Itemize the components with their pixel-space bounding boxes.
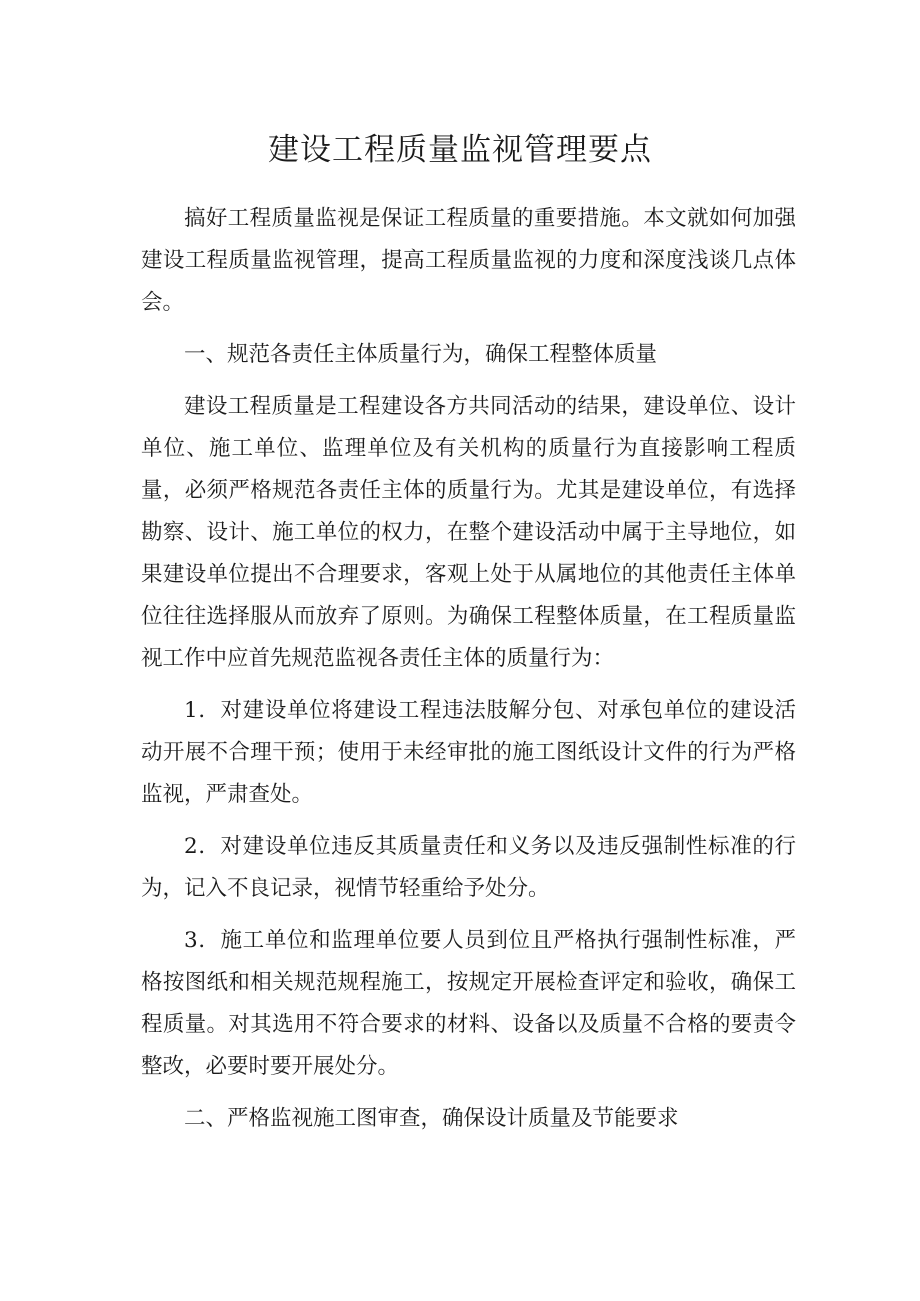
document-title: 建设工程质量监视管理要点 <box>268 132 652 168</box>
list-item-2: 2．对建设单位违反其质量责任和义务以及违反强制性标准的行为，记入不良记录，视情节轻重给予处分。 <box>141 834 796 901</box>
document-body <box>141 198 796 1150</box>
section-heading-1: 一、规范各责任主体质量行为，确保工程整体质量 <box>184 342 658 367</box>
list-item-1: 1．对建设单位将建设工程违法肢解分包、对承包单位的建设活动开展不合理干预；使用于未经审批的施工图纸设计文件的行为严格监视，严肃查处。 <box>141 698 796 807</box>
section-heading-2: 二、严格监视施工图审查，确保设计质量及节能要求 <box>184 1106 679 1131</box>
paragraph-section-1: 建设工程质量是工程建设各方共同活动的结果，建设单位、设计单位、施工单位、监理单位及有关机构的质量行为直接影响工程质量，必须严格规范各责任主体的质量行为。尤其是建设单位，有选择勘察、设计、施工单位的权力，在整个建设活动中属于主导地位，如果建设单位提出不合理要求，客观上处于从属地位的其他责任主体单位往往选择服从而放弃了原则。为确保工程整体质量，在工程质量监视工作中应首先规范监视各责任主体的质量行为： <box>141 394 796 671</box>
paragraph-intro: 搞好工程质量监视是保证工程质量的重要措施。本文就如何加强建设工程质量监视管理，提高工程质量监视的力度和深度浅谈几点体会。 <box>141 206 796 315</box>
list-item-3: 3．施工单位和监理单位要人员到位且严格执行强制性标准，严格按图纸和相关规范规程施工，按规定开展检查评定和验收，确保工程质量。对其选用不符合要求的材料、设备以及质量不合格的要责令整改，必要时要开展处分。 <box>141 928 796 1079</box>
